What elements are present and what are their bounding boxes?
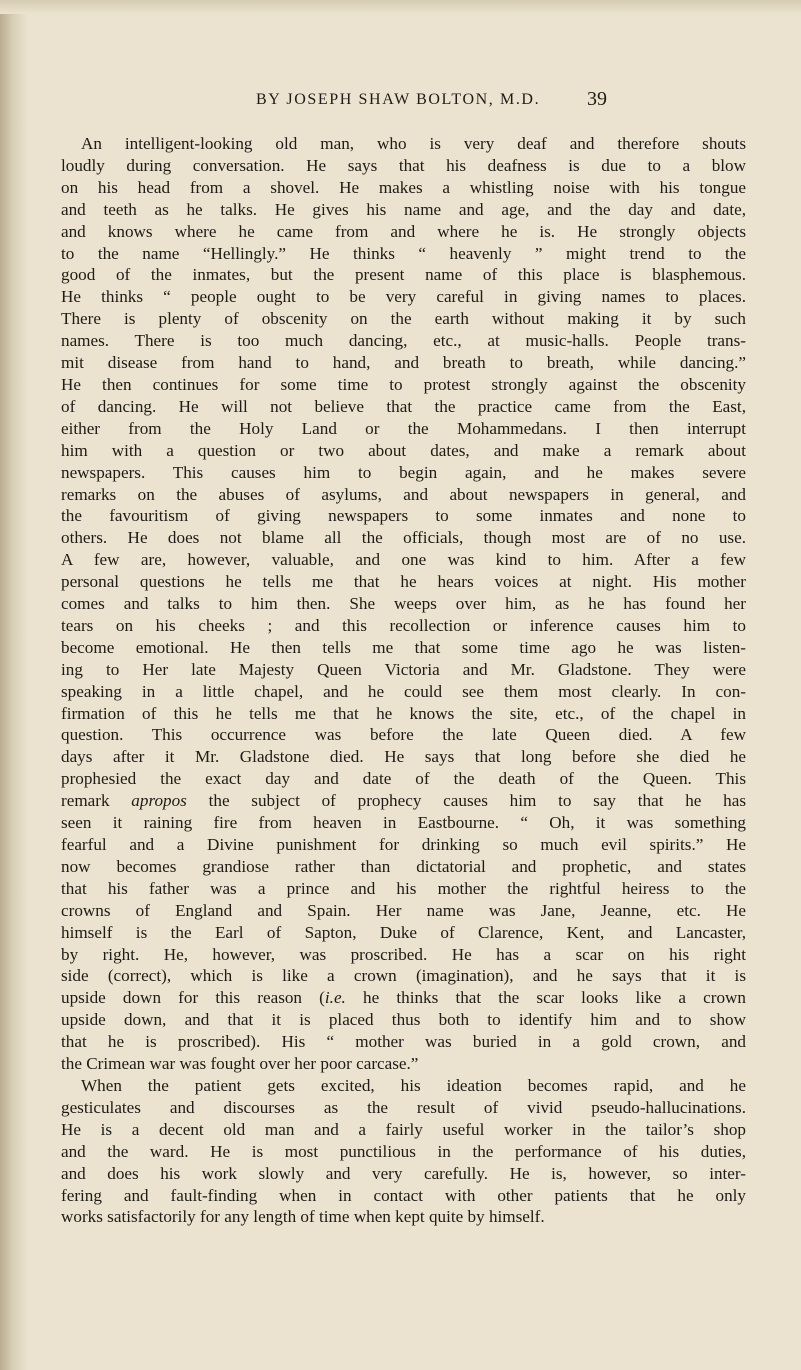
page-number: 39 [587,88,607,110]
text-line: He then continues for some time to protest strongly against the obscenity [61,374,746,394]
text-line: days after it Mr. Gladstone died. He says that long before she died he [61,747,746,767]
text-line: by right. He, however, was proscribed. He has a scar on his right [61,944,746,964]
text-line: names. There is too much dancing, etc., at music-halls. People trans- [61,331,746,351]
text-line: An intelligent-looking old man, who is very deaf and therefore shouts [81,134,746,153]
text-line: speaking in a little chapel, and he could see them most clearly. In con- [61,681,746,701]
text-line: now becomes grandiose rather than dictatorial and prophetic, and states [61,856,746,876]
running-head [256,88,801,118]
text-line: gesticulates and discourses as the result of vivid pseudo-hallucinations. [61,1097,746,1117]
text-line: either from the Holy Land or the Mohammedans. I then interrupt [61,418,746,438]
text-line: question. This occurrence was before the late Queen died. A few [61,725,746,745]
text-line: remark apropos the subject of prophecy causes him to say that he has [61,791,746,811]
text-line: He is a decent old man and a fairly useful worker in the tailor’s shop [61,1119,746,1139]
text-line: good of the inmates, but the present name of this place is blasphemous. [61,265,746,285]
text-line: himself is the Earl of Sapton, Duke of Clarence, Kent, and Lancaster, [61,922,746,942]
paragraph [61,1075,746,1228]
page-gutter-shadow [0,0,28,1370]
text-line: prophesied the exact day and date of the death of the Queen. This [61,769,746,789]
text-line: works satisfactorily for any length of time when kept quite by himself. [61,1207,545,1227]
text-line: the Crimean war was fought over her poor carcase.” [61,1054,419,1074]
text-line: upside down for this reason (i.e. he thinks that the scar looks like a crown [61,988,746,1008]
text-line: that his father was a prince and his mother the rightful heiress to the [61,878,746,898]
paragraphs [61,133,746,1228]
text-line: seen it raining fire from heaven in Eastbourne. “ Oh, it was something [61,813,746,833]
paragraph [61,133,746,1075]
text-line: on his head from a shovel. He makes a whistling noise with his tongue [61,177,746,197]
text-line: and does his work slowly and very carefully. He is, however, so inter- [61,1163,746,1183]
text-line: mit disease from hand to hand, and breath to breath, while dancing.” [61,353,746,373]
text-line: When the patient gets excited, his ideation becomes rapid, and he [81,1075,746,1095]
text-line: tears on his cheeks ; and this recollection or inference causes him to [61,615,746,635]
text-line: and teeth as he talks. He gives his name and age, and the day and date, [61,199,746,219]
text-line: and the ward. He is most punctilious in the performance of his duties, [61,1141,746,1161]
text-line: and knows where he came from and where he is. He strongly objects [61,221,746,241]
text-line: upside down, and that it is placed thus both to identify him and to show [61,1010,746,1030]
text-line: side (correct), which is like a crown (imagination), and he says that it is [61,966,746,986]
text-line: to the name “Hellingly.” He thinks “ heavenly ” might trend to the [61,243,746,263]
page-top-shadow [0,0,801,14]
running-title: BY JOSEPH SHAW BOLTON, M.D. [256,91,541,108]
text-line: comes and talks to him then. She weeps over him, as he has found her [61,594,746,614]
text-line: that he is proscribed). His “ mother was buried in a gold crown, and [61,1032,746,1052]
text-line: newspapers. This causes him to begin again, and he makes severe [61,462,746,482]
text-line: firmation of this he tells me that he knows the site, etc., of the chapel in [61,703,746,723]
text-line: fearful and a Divine punishment for drinking so much evil spirits.” He [61,835,746,854]
text-line: of dancing. He will not believe that the practice came from the East, [61,396,746,416]
text-line: loudly during conversation. He says that his deafness is due to a blow [61,155,746,175]
text-line: He thinks “ people ought to be very careful in giving names to places. [61,287,746,307]
text-line: remarks on the abuses of asylums, and about newspapers in general, and [61,484,746,504]
text-line: crowns of England and Spain. Her name was Jane, Jeanne, etc. He [61,900,746,920]
text-line: others. He does not blame all the officials, though most are of no use. [61,528,746,548]
text-line: A few are, however, valuable, and one was kind to him. After a few [61,550,746,570]
text-line: fering and fault-finding when in contact with other patients that he only [61,1185,746,1205]
text-line: become emotional. He then tells me that some time ago he was listen- [61,637,746,657]
body-text [61,133,746,1228]
text-line: There is plenty of obscenity on the earth without making it by such [61,309,746,329]
text-line: ing to Her late Majesty Queen Victoria and Mr. Gladstone. They were [61,659,746,679]
text-line: personal questions he tells me that he hears voices at night. His mother [61,572,746,592]
text-line: him with a question or two about dates, and make a remark about [61,440,746,460]
text-line: the favouritism of giving newspapers to some inmates and none to [61,506,746,526]
